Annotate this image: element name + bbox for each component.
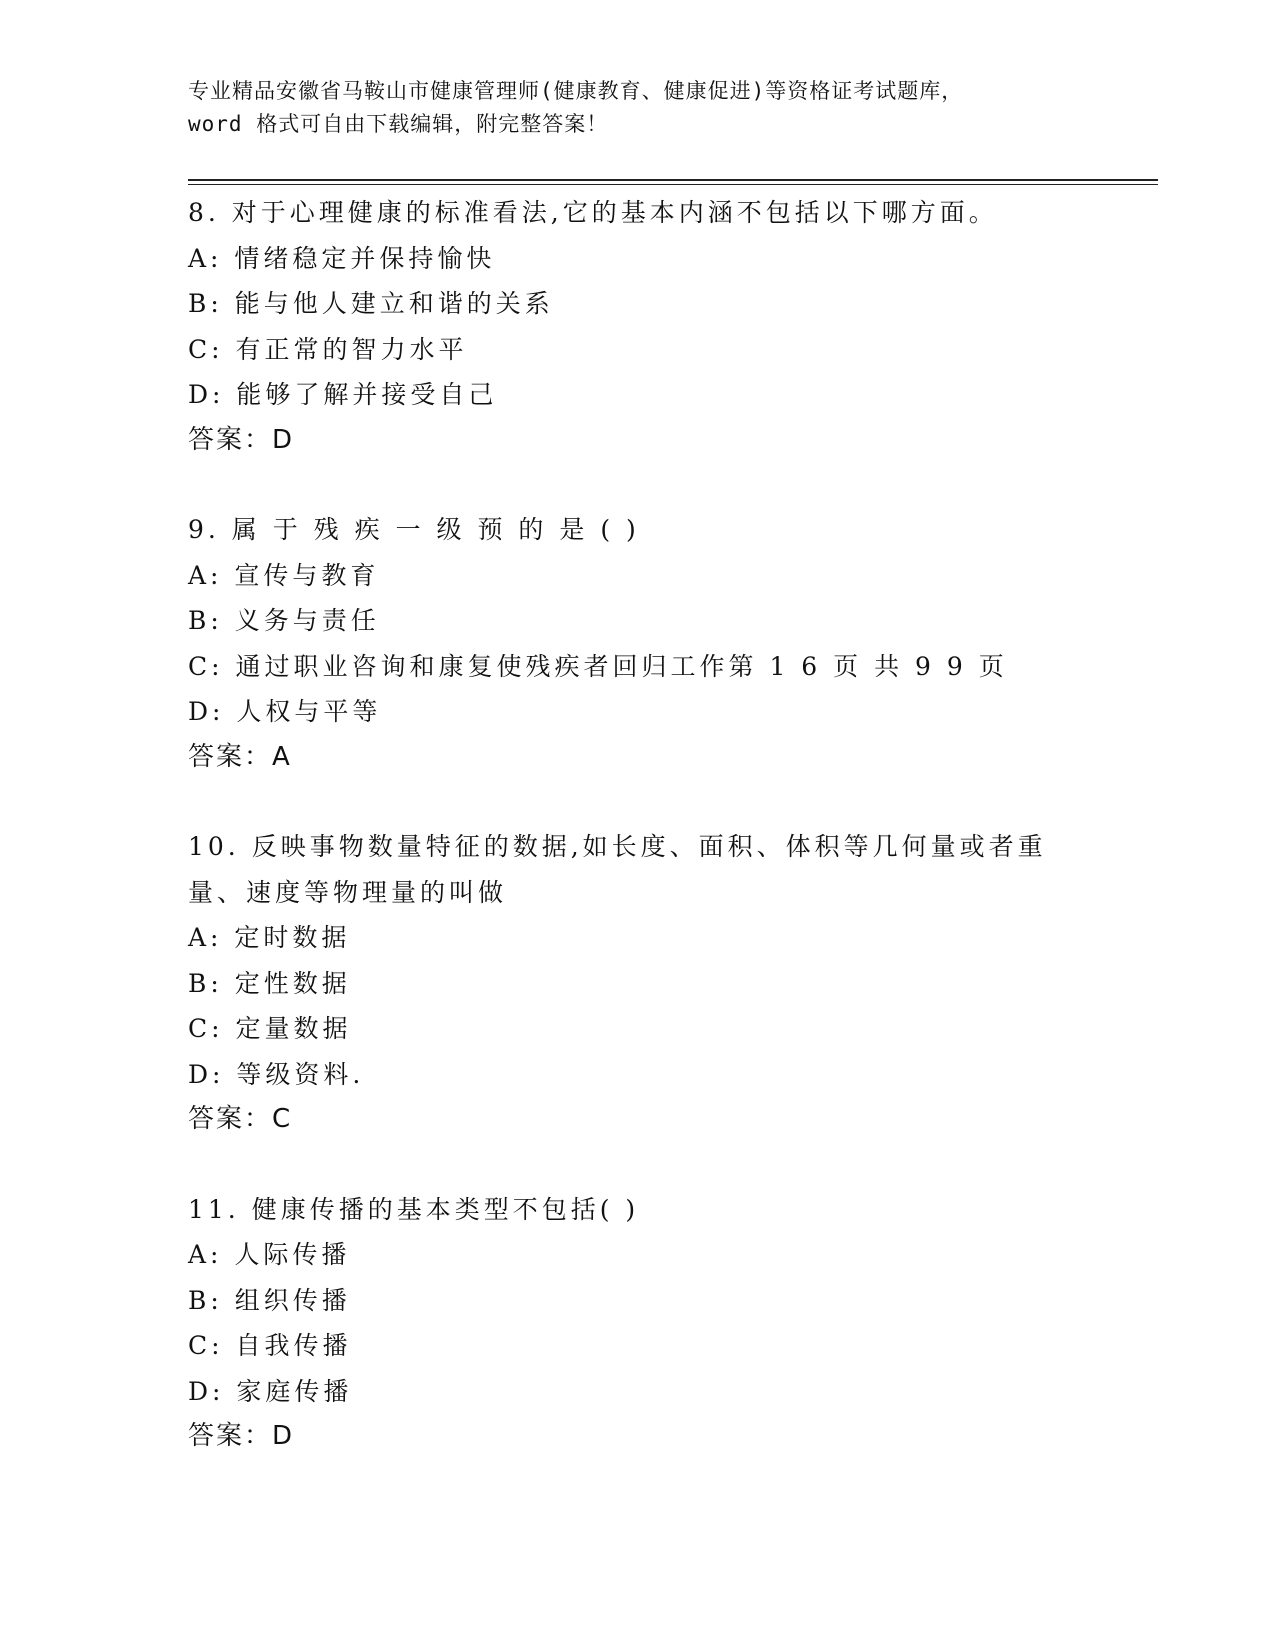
option-a: A: 人际传播 xyxy=(188,1240,351,1269)
option-b: B: 义务与责任 xyxy=(188,606,380,635)
question-9 xyxy=(188,507,1088,780)
option-d: D: 人权与平等 xyxy=(188,697,382,726)
option-d: D: 能够了解并接受自己 xyxy=(188,380,498,409)
answer-label: 答案：C xyxy=(188,1104,293,1134)
question-11 xyxy=(188,1187,1088,1460)
document-header xyxy=(188,75,1088,141)
option-b: B: 定性数据 xyxy=(188,968,351,998)
option-b: B: 能与他人建立和谐的关系 xyxy=(188,289,554,318)
option-c: C: 定量数据 xyxy=(188,1014,352,1043)
option-a: A: 定时数据 xyxy=(188,923,351,952)
question-stem: 10. 反映事物数量特征的数据,如长度、面积、体积等几何量或者重量、速度等物理量的叫做 xyxy=(188,832,1047,907)
option-c: C: 自我传播 xyxy=(188,1331,352,1360)
question-stem: 9. 属 于 残 疾 一 级 预 的 是 ( ) xyxy=(188,515,640,544)
answer-label: 答案：D xyxy=(188,424,295,455)
option-b: B: 组织传播 xyxy=(188,1285,351,1315)
question-stem: 11. 健康传播的基本类型不包括( ) xyxy=(188,1194,640,1224)
option-a: A: 情绪稳定并保持愉快 xyxy=(188,243,496,273)
question-stem: 8. 对于心理健康的标准看法,它的基本内涵不包括以下哪方面。 xyxy=(188,198,998,227)
answer-label: 答案：A xyxy=(188,741,292,772)
header-line-1: 专业精品安徽省马鞍山市健康管理师(健康教育、健康促进)等资格证考试题库， xyxy=(188,79,964,103)
option-c: C: 通过职业咨询和康复使残疾者回归工作第 1 6 页 共 9 9 页 xyxy=(188,651,1008,681)
header-line-2: word 格式可自由下载编辑，附完整答案！ xyxy=(188,112,609,136)
question-10 xyxy=(188,824,1088,1143)
question-8 xyxy=(188,190,1088,463)
option-d: D: 家庭传播 xyxy=(188,1376,353,1406)
option-a: A: 宣传与教育 xyxy=(188,560,380,590)
question-list xyxy=(188,190,1088,1504)
option-c: C: 有正常的智力水平 xyxy=(188,334,468,364)
option-d: D: 等级资料. xyxy=(188,1059,365,1089)
header-divider-thin xyxy=(188,184,1158,185)
answer-label: 答案：D xyxy=(188,1421,295,1451)
header-divider-thick xyxy=(188,179,1158,181)
